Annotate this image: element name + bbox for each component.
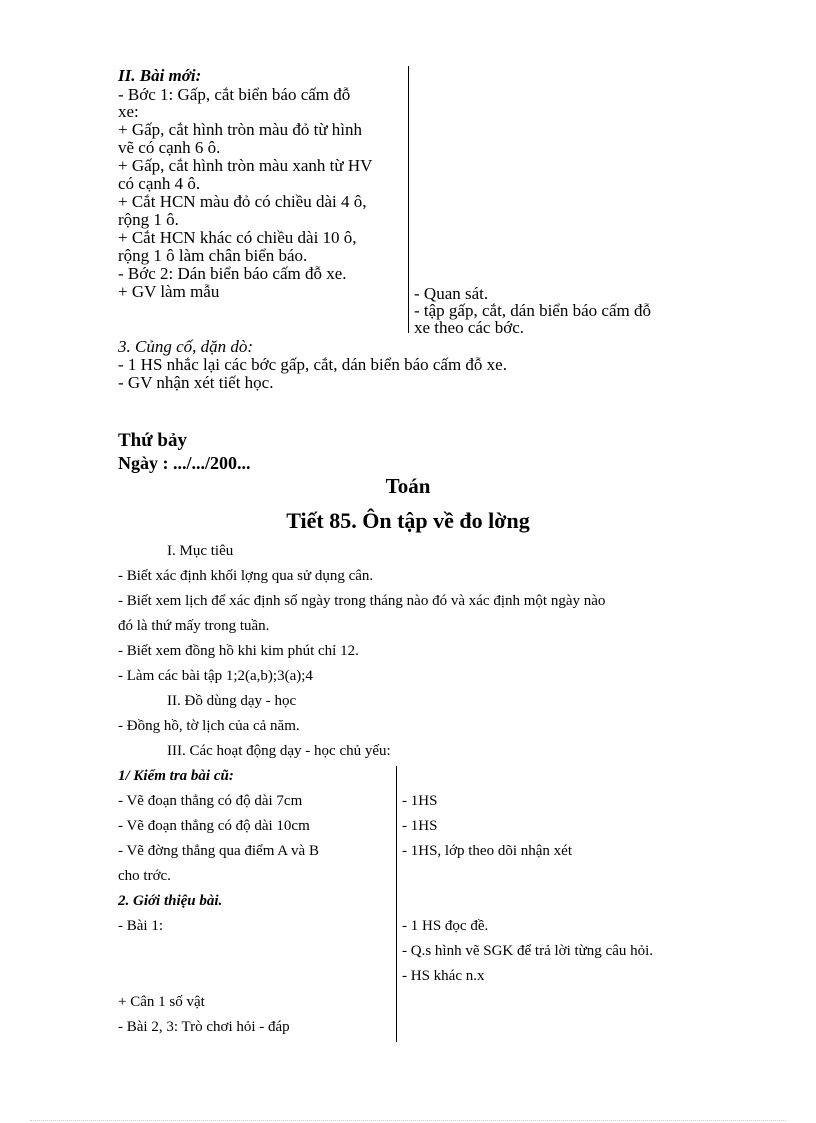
cung-co-line: - 1 HS nhắc lại các bớc gấp, cắt, dán biển báo cấm đỗ xe. [118, 355, 507, 374]
left-line: vẽ có cạnh 6 ô. [118, 138, 221, 157]
left-line: - Bớc 2: Dán biển báo cấm đỗ xe. [118, 264, 347, 283]
can-line: + Cân 1 số vật [118, 994, 205, 1010]
activity-left-line: - Vẽ đoạn thẳng có độ dài 7cm [118, 793, 303, 809]
lesson-title: Tiết 85. Ôn tập về đo lờng [286, 508, 530, 533]
bai23-line: - Bài 2, 3: Trò chơi hỏi - đáp [118, 1019, 290, 1035]
bai1-right-line: - 1 HS đọc đề. [402, 918, 489, 934]
activity-right-line: - 1HS, lớp theo dõi nhận xét [402, 843, 572, 859]
materials-heading: II. Đồ dùng dạy - học [167, 693, 297, 709]
objective-line: - Biết xem đồng hồ khi kim phút chỉ 12. [118, 643, 359, 659]
activity-right-line: - 1HS [402, 793, 438, 809]
left-line: rộng 1 ô. [118, 210, 179, 229]
activity-left-line: - Vẽ đoạn thẳng có độ dài 10cm [118, 818, 310, 834]
left-line: rộng 1 ô làm chân biển báo. [118, 246, 308, 265]
activity-left-line: - Vẽ đờng thẳng qua điểm A và B [118, 843, 319, 859]
cung-co-line: - GV nhận xét tiết học. [118, 373, 274, 392]
left-line: + Cắt HCN màu đỏ có chiều dài 4 ô, [118, 192, 367, 211]
activity-right-line: - 1HS [402, 818, 438, 834]
table-divider-1 [408, 66, 409, 333]
objectives-heading: I. Mục tiêu [167, 543, 234, 559]
objective-line: - Biết xem lịch để xác định số ngày trong tháng nào đó và xác định một ngày nào [118, 593, 606, 609]
section-heading-cung-co: 3. Củng cố, dặn dò: [118, 337, 254, 356]
date-label: Ngày : .../.../200... [118, 453, 251, 473]
activities-heading: III. Các hoạt động dạy - học chủ yếu: [167, 743, 391, 759]
left-line: - Bớc 1: Gấp, cắt biển báo cấm đỗ [118, 85, 351, 104]
materials-line: - Đồng hồ, tờ lịch của cả năm. [118, 718, 300, 734]
right-line: - Quan sát. [414, 284, 489, 303]
bai1-left: - Bài 1: [118, 918, 163, 934]
weekday-label: Thứ bảy [118, 430, 187, 451]
subject-title: Toán [385, 474, 431, 498]
bai1-right-line: - HS khác n.x [402, 968, 485, 984]
left-line: + Gấp, cắt hình tròn màu đỏ từ hình [118, 120, 363, 139]
page-footer-rule [30, 1120, 786, 1121]
objective-line: - Biết xác định khối lợng qua sử dụng cân. [118, 568, 374, 584]
table-divider-2 [396, 766, 397, 1042]
objective-line: đó là thứ mấy trong tuần. [118, 618, 270, 634]
left-line: + Gấp, cắt hình tròn màu xanh từ HV [118, 156, 373, 175]
section-heading-bai-moi: II. Bài mới: [118, 66, 202, 85]
left-line: + GV làm mẫu [118, 282, 220, 301]
kiem-tra-heading: 1/ Kiểm tra bài cũ: [118, 768, 234, 784]
objective-line: - Làm các bài tập 1;2(a,b);3(a);4 [118, 668, 313, 684]
left-line: + Cắt HCN khác có chiều dài 10 ô, [118, 228, 357, 247]
right-line: - tập gấp, cắt, dán biển báo cấm đỗ [414, 301, 651, 320]
left-line: xe: [118, 102, 139, 121]
bai1-right-line: - Q.s hình vẽ SGK để trả lời từng câu hỏi. [402, 943, 654, 959]
right-line: xe theo các bớc. [414, 318, 524, 337]
activity-left-line: cho trớc. [118, 868, 171, 884]
left-line: có cạnh 4 ô. [118, 174, 201, 193]
gioi-thieu-heading: 2. Giới thiệu bài. [118, 893, 223, 909]
